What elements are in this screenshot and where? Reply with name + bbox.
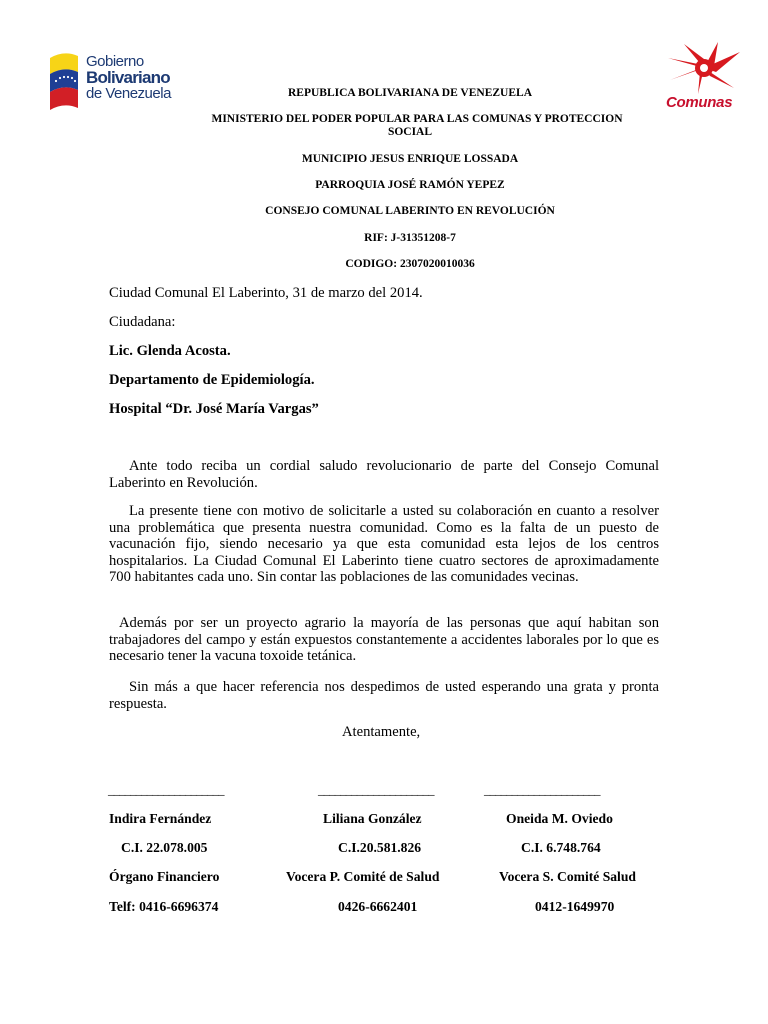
paragraph-4: Sin más a que hacer referencia nos despedimos de usted esperando una grata y pronta respuesta.: [109, 679, 659, 712]
comunas-logo-text: Comunas: [666, 94, 733, 111]
closing: Atentamente,: [342, 724, 421, 740]
star-burst-icon: [664, 40, 744, 96]
logo-line-3: de Venezuela: [86, 85, 171, 102]
signer-1-name: Indira Fernández: [109, 811, 212, 826]
salutation: Ciudadana:: [109, 314, 176, 330]
paragraph-1: Ante todo reciba un cordial saludo revolucionario de parte del Consejo Comunal Laberinto en Revolución.: [109, 458, 659, 491]
logo-line-2: Bolivariano: [86, 68, 170, 87]
signer-3-role: Vocera S. Comité Salud: [499, 869, 636, 884]
signer-1-ci: C.I. 22.078.005: [121, 840, 208, 855]
gobierno-bolivariano-logo: [46, 44, 174, 120]
header-codigo: CODIGO: 2307020010036: [345, 258, 475, 270]
signer-1-phone: Telf: 0416-6696374: [109, 899, 219, 914]
header-line-4: PARROQUIA JOSÉ RAMÓN YEPEZ: [315, 179, 505, 191]
recipient-name: Lic. Glenda Acosta.: [109, 343, 231, 359]
signer-3-phone: 0412-1649970: [535, 899, 615, 914]
recipient-department: Departamento de Epidemiología.: [109, 372, 315, 388]
signer-2-phone: 0426-6662401: [338, 899, 418, 914]
signer-3-ci: C.I. 6.748.764: [521, 840, 601, 855]
signer-2-role: Vocera P. Comité de Salud: [286, 869, 440, 884]
header-line-2: MINISTERIO DEL PODER POPULAR PARA LAS COMUNAS Y PROTECCION: [211, 113, 623, 125]
signer-2-name: Liliana González: [323, 811, 422, 826]
header-line-3: MUNICIPIO JESUS ENRIQUE LOSSADA: [301, 153, 519, 165]
signer-1-role: Órgano Financiero: [109, 869, 220, 884]
logo-line-1: Gobierno: [86, 53, 144, 70]
signature-line-1: _____________________: [108, 782, 224, 797]
signer-2-ci: C.I.20.581.826: [338, 840, 422, 855]
paragraph-2: La presente tiene con motivo de solicitarle a usted su colaboración en cuanto a resolver una problemática que presenta nuestra comunidad. Como es la falta de un puesto de vacunación fijo, siendo necesario ya que esta comunidad esta lejos de los centros hospitalarios. La Ciudad Comunal El Laberinto tiene cuatro sectores de aproximadamente 700 habitantes cada uno. Sin contar las poblaciones de las comunidades vecinas.: [109, 503, 659, 585]
recipient-hospital: Hospital “Dr. José María Vargas”: [109, 401, 319, 417]
signature-line-3: _____________________: [484, 782, 600, 797]
header-rif: RIF: J-31351208-7: [364, 232, 456, 244]
header-line-1: REPUBLICA BOLIVARIANA DE VENEZUELA: [287, 87, 532, 99]
header-line-5: CONSEJO COMUNAL LABERINTO EN REVOLUCIÓN: [265, 205, 555, 217]
venezuela-flag-icon: [46, 48, 82, 114]
comunas-logo: [664, 40, 744, 112]
paragraph-3: Además por ser un proyecto agrario la mayoría de las personas que aquí habitan son trabajadores del campo y están expuestos constantemente a accidentes laborales por lo que es necesario tener la vacuna toxoide tetánica.: [109, 615, 659, 664]
signer-3-name: Oneida M. Oviedo: [506, 811, 613, 826]
date-line: Ciudad Comunal El Laberinto, 31 de marzo del 2014.: [109, 285, 423, 301]
signature-line-2: _____________________: [318, 782, 434, 797]
header-line-2b: SOCIAL: [387, 126, 433, 138]
